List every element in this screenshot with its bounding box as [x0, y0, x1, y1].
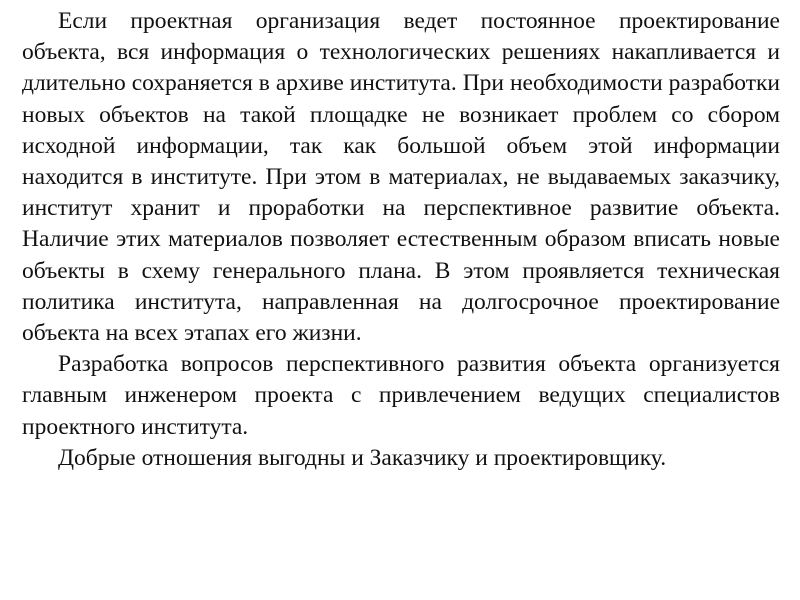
paragraph-good-relations: Добрые отношения выгодны и Заказчику и проектировщику.	[58, 444, 667, 471]
paragraph-development-questions: Разработка вопросов перспективного развития объекта организуется главным инженером проекта с привлечением ведущих специалистов проектного института.	[22, 351, 780, 440]
slide-text-body	[22, 6, 780, 474]
paragraph-archive-info: Если проектная организация ведет постоянное проектирование объекта, вся информация о технологических решениях накапливается и длительно сохраняется в архиве института. При необходимости разработки новых объектов на такой площадке не возникает проблем со сбором исходной информации, так как большой объем этой информации находится в институте. При этом в материалах, не выдаваемых заказчику, институт хранит и проработки на перспективное развитие объекта. Наличие этих материалов позволяет естественным образом вписать новые объекты в схему генерального плана. В этом проявляется техническая политика института, направленная на долгосрочное проектирование объекта на всех этапах его жизни.	[22, 8, 780, 347]
